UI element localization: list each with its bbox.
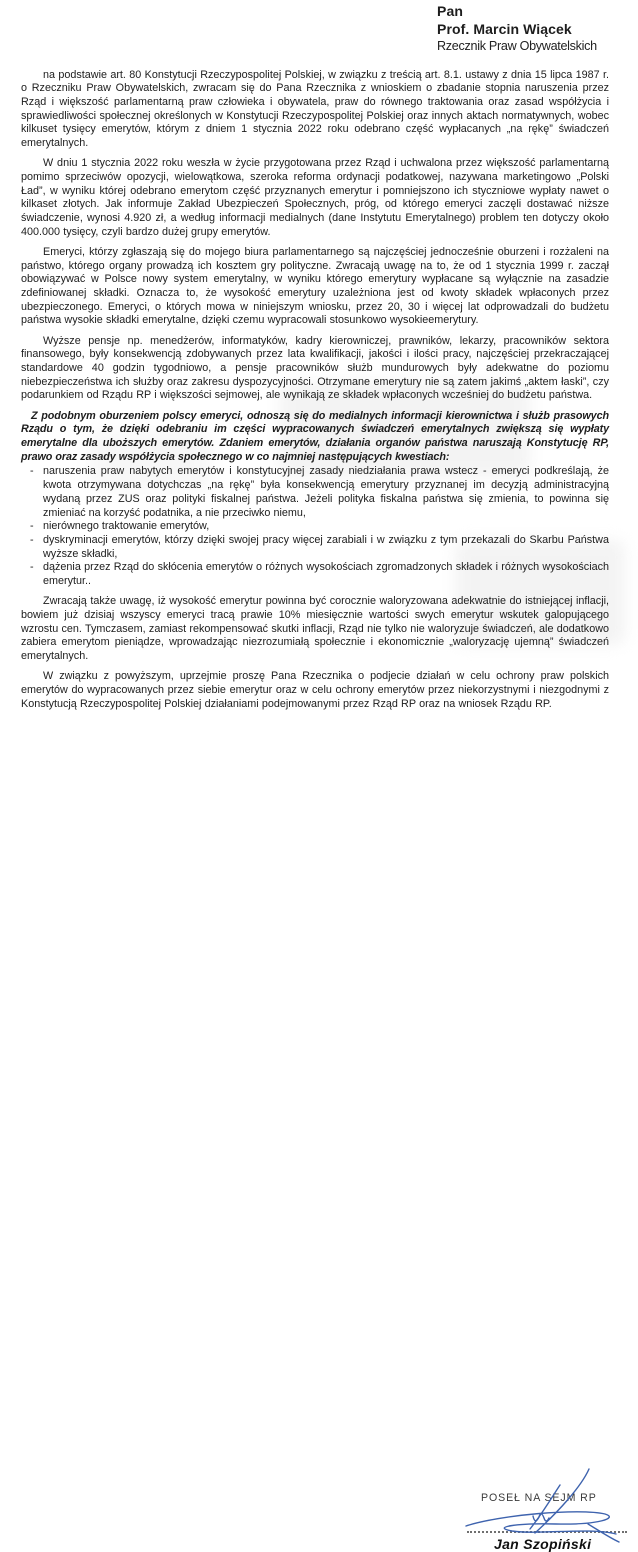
recipient-title: Rzecznik Praw Obywatelskich (437, 39, 597, 53)
paragraph-higher-salaries: Wyższe pensje np. menedżerów, informatyków, kadry kierowniczej, prawników, lekarzy, pracowników sektora finansowego, były konsekwencją zdobywanych przez lata kwalifikacji, jakości i ilości pracy, najczęściej przekraczającej standardowe 40 godzin tygodniowo, a pensje pracowników służb mundurowych były adekwatne do poziomu niebezpieczeństwa ich służby oraz zakresu dyspozycyjności. Otrzymane emerytury nie są zatem jakimś „aktem łaski”, czy podarunkiem od Rządu RP i większości sejmowej, ale wynikają ze składek wpłaconych wcześniej do budżetu państwa. (21, 334, 609, 402)
paragraph-reform: W dniu 1 stycznia 2022 roku weszła w życie przygotowana przez Rząd i uchwalona przez większość parlamentarną pomimo sprzeciwów opozycji, wielowątkowa, szeroka reforma ordynacji podatkowej, nazywana marketingowo „Polski Ład”, w wyniku której odebrano emerytom część przyznanych emerytur i pomniejszono ich styczniowe wypłaty nawet o kilkaset złotych. Jak informuje Zakład Ubezpieczeń Społecznych, próg, od którego emeryci zaczęli dostawać niższe świadczenie, wynosi 4.920 zł, a według informacji medialnych (dane Instytutu Emerytalnego) problem ten dotyczy około 400.000 tysięcy, czyli bardzo dużej grupy emerytów. (21, 157, 609, 238)
signature-dotted-line (467, 1523, 627, 1533)
paragraph-indexation: Zwracają także uwagę, iż wysokość emerytur powinna być corocznie waloryzowana adekwatnie do istniejącej inflacji, bowiem już dzisiaj wszyscy emeryci tracą prawie 10% miesięcznie wartości swych emerytur wskutek galopującego wzrostu cen. Tymczasem, zamiast rekompensować skutki inflacji, Rząd nie tylko nie waloryzuje świadczeń, ale dodatkowo zabiera emerytom pieniądze, wprowadzając niezrozumiałą społecznie i ekonomicznie „waloryzację ujemną” świadczeń emerytalnych. (21, 595, 609, 663)
paragraph-request: W związku z powyższym, uprzejmie proszę Pana Rzecznika o podjecie działań w celu ochrony praw polskich emerytów do wypracowanych przez siebie emerytur oraz w celu ochrony emerytów przez niekorzystnymi i niezgodnymi z Konstytucją Rzeczypospolitej Polskiej działaniami podejmowanymi przez Rząd RP oraz na wniosek Rządu RP. (21, 670, 609, 710)
list-item-discrimination: - dyskryminacji emerytów, którzy dzięki swojej pracy więcej zarabiali i w związku z tym przekazali do Skarbu Państwa wyższe składki, (30, 534, 609, 561)
recipient-block (437, 3, 609, 56)
paragraph-pension-system: Emeryci, którzy zgłaszają się do mojego biura parlamentarnego są najczęściej jednocześnie oburzeni i rozżaleni na państwo, którego organy prowadzą ich kosztem gry polityczne. Zwracają uwagę na to, że od 1 stycznia 1999 r. zaczął obowiązywać w Polsce nowy system emerytalny, w wyniku którego emerytury wypłacane są wyłącznie na zasadzie zdefiniowanej składki. Oznacza to, że wysokość emerytury uzależniona jest od kwoty składek wpłaconych przez ubezpieczonego. Emeryci, o których mowa w niniejszym wniosku, przez 20, 30 i więcej lat odprowadzali do budżetu państwa wysokie składki emerytalne, dzięki czemu wypracowali stosunkowo wysokieemerytury. (21, 245, 609, 327)
list-item-acquired-rights: - naruszenia praw nabytych emerytów i konstytucyjnej zasady niedziałania prawa wstecz - emeryci podkreślają, że kwota otrzymywana dotychczas „na rękę” była konsekwencją emerytury przyznanej im decyzją administracyjną wydaną przez ZUS oraz polityki fiskalnej państwa. Jeżeli polityka fiskalna państwa się zmienia, to powinna się zmieniać na korzyść podatnika, a nie przeciwko niemu, (30, 465, 609, 520)
recipient-salutation: Pan (437, 3, 463, 19)
paragraph-legal-basis: na podstawie art. 80 Konstytucji Rzeczypospolitej Polskiej, w związku z treścią art. 8.1. ustawy z dnia 15 lipca 1987 r. o Rzeczniku Praw Obywatelskich, zwracam się do Pana Rzecznika z wnioskiem o zbadanie stopnia naruszenia przez Rząd i większość parlamentarną praw człowieka i obywatela, praw do równego traktowania oraz zasad współżycia i sprawiedliwości społecznej określonych w Konstytucji Rzeczypospolitej Polskiej oraz innych aktach normatywnych, wobec kilkuset tysięcy emerytów, którym z dniem 1 stycznia 2022 roku odebrano część wypłacanych „na rękę” świadczeń emerytalnych. (21, 68, 609, 150)
recipient-name: Prof. Marcin Wiącek (437, 20, 572, 37)
emphasis-paragraph: Z podobnym oburzeniem polscy emeryci, odnoszą się do medialnych informacji kierownictwa i służb prasowych Rządu o tym, że dzięki odebraniu im części wypracowanych świadczeń emerytalnych zwiększą się wypłaty emerytalne dla uboższych emerytów. Zdaniem emerytów, działania organów państwa naruszają Konstytucję RP, prawo oraz zasady współżycia społecznego w co najmniej następujących kwestiach: (21, 409, 609, 463)
grievance-list (30, 465, 609, 588)
signer-name: Jan Szopiński (494, 1535, 592, 1552)
list-item-unequal-treatment: - nierównego traktowanie emerytów, (30, 520, 609, 534)
list-item-division: - dążenia przez Rząd do skłócenia emerytów o różnych wysokościach zgromadzonych składek i różnych wysokościach emerytur.. (30, 561, 609, 588)
letter-content (0, 0, 630, 711)
letter-body (21, 69, 609, 712)
signer-role: POSEŁ NA SEJM RP (481, 1491, 597, 1504)
